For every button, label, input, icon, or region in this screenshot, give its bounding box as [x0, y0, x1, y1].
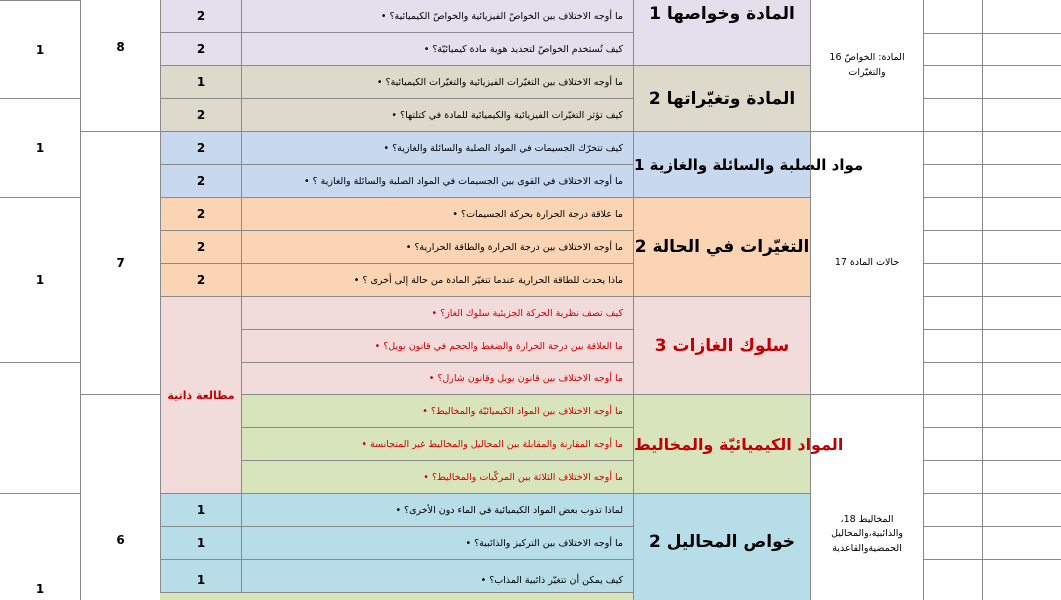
- empty-grid-cell: [923, 394, 982, 427]
- question-cell: كيف تُستخدم الخواصّ لتحديد هوية مادة كيميائيّة؟ •: [241, 32, 633, 65]
- empty-grid-cell: [923, 230, 982, 263]
- question-cell: كيف تتحرّك الجسيمات في المواد الصلبة والسائلة والغازية؟ •: [241, 131, 633, 164]
- question-cell: ما علاقة درجة الحرارة بحركة الجسيمات؟ •: [241, 197, 633, 230]
- self-study-cell: مطالعة ذاتية: [160, 296, 241, 493]
- empty-grid-cell: [923, 33, 982, 65]
- col-a-cell: 1: [0, 493, 80, 600]
- session-count-cell: 2: [160, 263, 241, 296]
- col-a-cell-empty: [0, 362, 80, 493]
- lesson-cell: مواد الصلبة والسائلة والغازية 1: [633, 131, 810, 197]
- question-cell: ما أوجه الاختلاف بين درجة الحرارة والطاقة الحرارية؟ •: [241, 230, 633, 263]
- empty-grid-cell: [982, 526, 1061, 559]
- empty-grid-cell: [982, 296, 1061, 329]
- empty-grid-cell: [982, 362, 1061, 394]
- col-a-cell: 1: [0, 98, 80, 197]
- col-a-cell: 1: [0, 0, 80, 98]
- empty-grid-cell: [923, 329, 982, 362]
- question-cell: ما أوجه الاختلاف بين التغيّرات الفيزيائية والتغيّرات الكيميائية؟ •: [241, 65, 633, 98]
- session-count-cell: 2: [160, 131, 241, 164]
- session-count-cell: 2: [160, 98, 241, 131]
- question-cell: كيف تؤثر التغيّرات الفيزيائية والكيميائية للمادة في كتلتها؟ •: [241, 98, 633, 131]
- session-count-cell: 1: [160, 65, 241, 98]
- lesson-cell: خواص المحاليل 2: [633, 493, 810, 600]
- empty-grid-cell: [982, 329, 1061, 362]
- session-count-cell: 1: [160, 526, 241, 559]
- question-cell: ما أوجه الاختلاف بين المواد الكيميائيّة والمخاليط؟ •: [241, 394, 633, 427]
- empty-grid-cell: [923, 197, 982, 230]
- lesson-cell: سلوك الغازات 3: [633, 296, 810, 394]
- unit-cell: المادة: الخواصّ 16 والتغيّرات: [810, 0, 923, 131]
- session-count-cell: 1: [160, 559, 241, 600]
- question-cell: ما العلاقة بين درجة الحرارة والضغط والحجم في قانون بويل؟ •: [241, 329, 633, 362]
- empty-grid-cell: [982, 460, 1061, 493]
- session-count-cell: 2: [160, 197, 241, 230]
- empty-grid-cell: [923, 131, 982, 164]
- empty-grid-cell: [982, 33, 1061, 65]
- session-count-cell: 2: [160, 164, 241, 197]
- empty-grid-cell: [923, 98, 982, 131]
- empty-grid-cell: [982, 197, 1061, 230]
- empty-grid-cell: [982, 559, 1061, 600]
- lesson-cell: المواد الكيميائيّة والمخاليط: [633, 394, 810, 493]
- question-cell: ما أوجه الاختلاف بين التركيز والذائبية؟ •: [241, 526, 633, 559]
- empty-grid-cell: [982, 0, 1061, 33]
- empty-grid-cell: [923, 460, 982, 493]
- empty-grid-cell: [923, 263, 982, 296]
- session-count-cell: 2: [160, 0, 241, 32]
- session-count-cell: 2: [160, 230, 241, 263]
- empty-grid-cell: [923, 65, 982, 98]
- unit-cell: المخاليط 18، والذائبية،والمحاليل الحمضيةوالقاعدية: [810, 394, 923, 600]
- question-cell: ماذا يحدث للطاقة الحرارية عندما تتغيّر المادة من حالة إلى أخرى ؟ •: [241, 263, 633, 296]
- empty-grid-cell: [923, 559, 982, 600]
- lesson-cell: التغيّرات في الحالة 2: [633, 197, 810, 296]
- col-b-cell: 7: [80, 131, 160, 394]
- empty-grid-cell: [982, 263, 1061, 296]
- session-count-cell: 2: [160, 32, 241, 65]
- empty-grid-cell: [982, 98, 1061, 131]
- col-b-cell: 8: [80, 0, 160, 131]
- question-cell: ما أوجه الاختلاف الثلاثة بين المركّبات والمخاليط؟ •: [241, 460, 633, 493]
- empty-grid-cell: [923, 0, 982, 33]
- col-a-cell: 1: [0, 197, 80, 362]
- unit-cell: حالات المادة 17: [810, 131, 923, 394]
- question-cell: كيف يمكن أن تتغيّر ذائبية المذاب؟ •: [241, 559, 633, 600]
- question-cell: ما أوجه الاختلاف في القوى بين الجسيمات في المواد الصلبة والسائلة والغازية ؟ •: [241, 164, 633, 197]
- question-cell: كيف تصف نظرية الحركة الجزيئية سلوك الغاز؟ •: [241, 296, 633, 329]
- empty-grid-cell: [982, 427, 1061, 460]
- question-cell: ما أوجه الاختلاف بين قانون بويل وقانون شارل؟ •: [241, 362, 633, 394]
- question-cell: ما أوجه المقارنة والمقابلة بين المحاليل والمخاليط غير المتجانسة •: [241, 427, 633, 460]
- col-b-cell: 6: [80, 394, 160, 600]
- empty-grid-cell: [982, 493, 1061, 526]
- lesson-cell: المادة وخواصها 1: [633, 0, 810, 65]
- empty-grid-cell: [923, 493, 982, 526]
- empty-grid-cell: [923, 296, 982, 329]
- empty-grid-cell: [982, 131, 1061, 164]
- lesson-cell: المادة وتغيّراتها 2: [633, 65, 810, 131]
- question-cell: لماذا تذوب بعض المواد الكيميائية في الماء دون الأخرى؟ •: [241, 493, 633, 526]
- empty-grid-cell: [923, 164, 982, 197]
- session-count-cell: 1: [160, 493, 241, 526]
- empty-grid-cell: [923, 362, 982, 394]
- empty-grid-cell: [923, 526, 982, 559]
- empty-grid-cell: [982, 394, 1061, 427]
- empty-grid-cell: [923, 427, 982, 460]
- empty-grid-cell: [982, 230, 1061, 263]
- empty-grid-cell: [982, 65, 1061, 98]
- empty-grid-cell: [982, 164, 1061, 197]
- question-cell: ما أوجه الاختلاف بين الخواصّ الفيزيائية والخواصّ الكيميائية؟ •: [241, 0, 633, 32]
